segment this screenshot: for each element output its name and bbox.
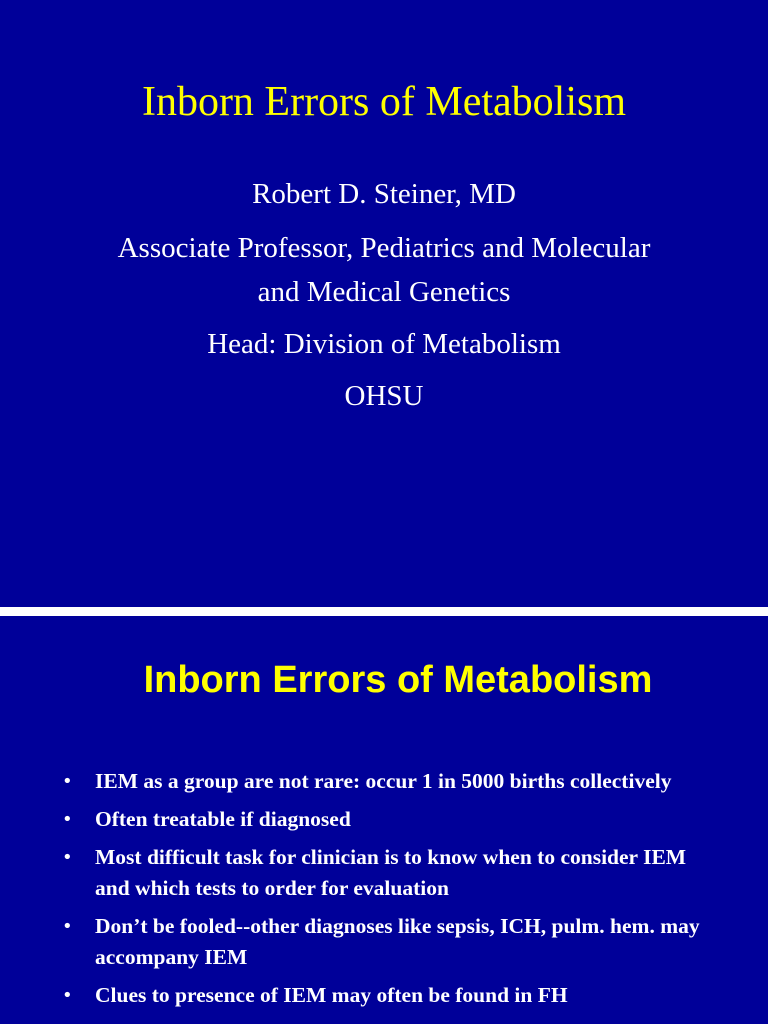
bullet-icon: •	[62, 771, 73, 792]
bullet-icon: •	[62, 847, 73, 868]
content-slide	[0, 616, 768, 1024]
bullet-icon: •	[62, 985, 73, 1006]
bullet-item	[62, 911, 722, 973]
slide-title: Inborn Errors of Metabolism	[143, 659, 653, 701]
bullet-icon: •	[62, 809, 73, 830]
bullet-text: IEM as a group are not rare: occur 1 in 5000 births collectively	[95, 769, 672, 793]
bullet-text: Often treatable if diagnosed	[95, 807, 351, 831]
bullet-text: Clues to presence of IEM may often be found in FH	[95, 983, 568, 1007]
presenter-division: Head: Division of Metabolism	[207, 328, 561, 360]
bullet-text: Most difficult task for clinician is to know when to consider IEM and which tests to order for evaluation	[95, 845, 687, 900]
presenter-position-line-2: and Medical Genetics	[257, 276, 511, 308]
presenter-position	[64, 226, 704, 314]
bullet-list	[62, 766, 722, 1018]
bullet-text: Don’t be fooled--other diagnoses like sepsis, ICH, pulm. hem. may accompany IEM	[95, 914, 700, 969]
slide-title: Inborn Errors of Metabolism	[141, 79, 627, 125]
presenter-name: Robert D. Steiner, MD	[252, 178, 516, 210]
bullet-item	[62, 766, 722, 797]
bullet-item	[62, 980, 722, 1011]
bullet-icon: •	[62, 916, 73, 937]
presenter-info	[0, 172, 768, 418]
bullet-item	[62, 842, 722, 904]
bullet-item	[62, 804, 722, 835]
presenter-position-line-1: Associate Professor, Pediatrics and Molecular	[117, 232, 651, 264]
presenter-institution: OHSU	[344, 380, 424, 412]
